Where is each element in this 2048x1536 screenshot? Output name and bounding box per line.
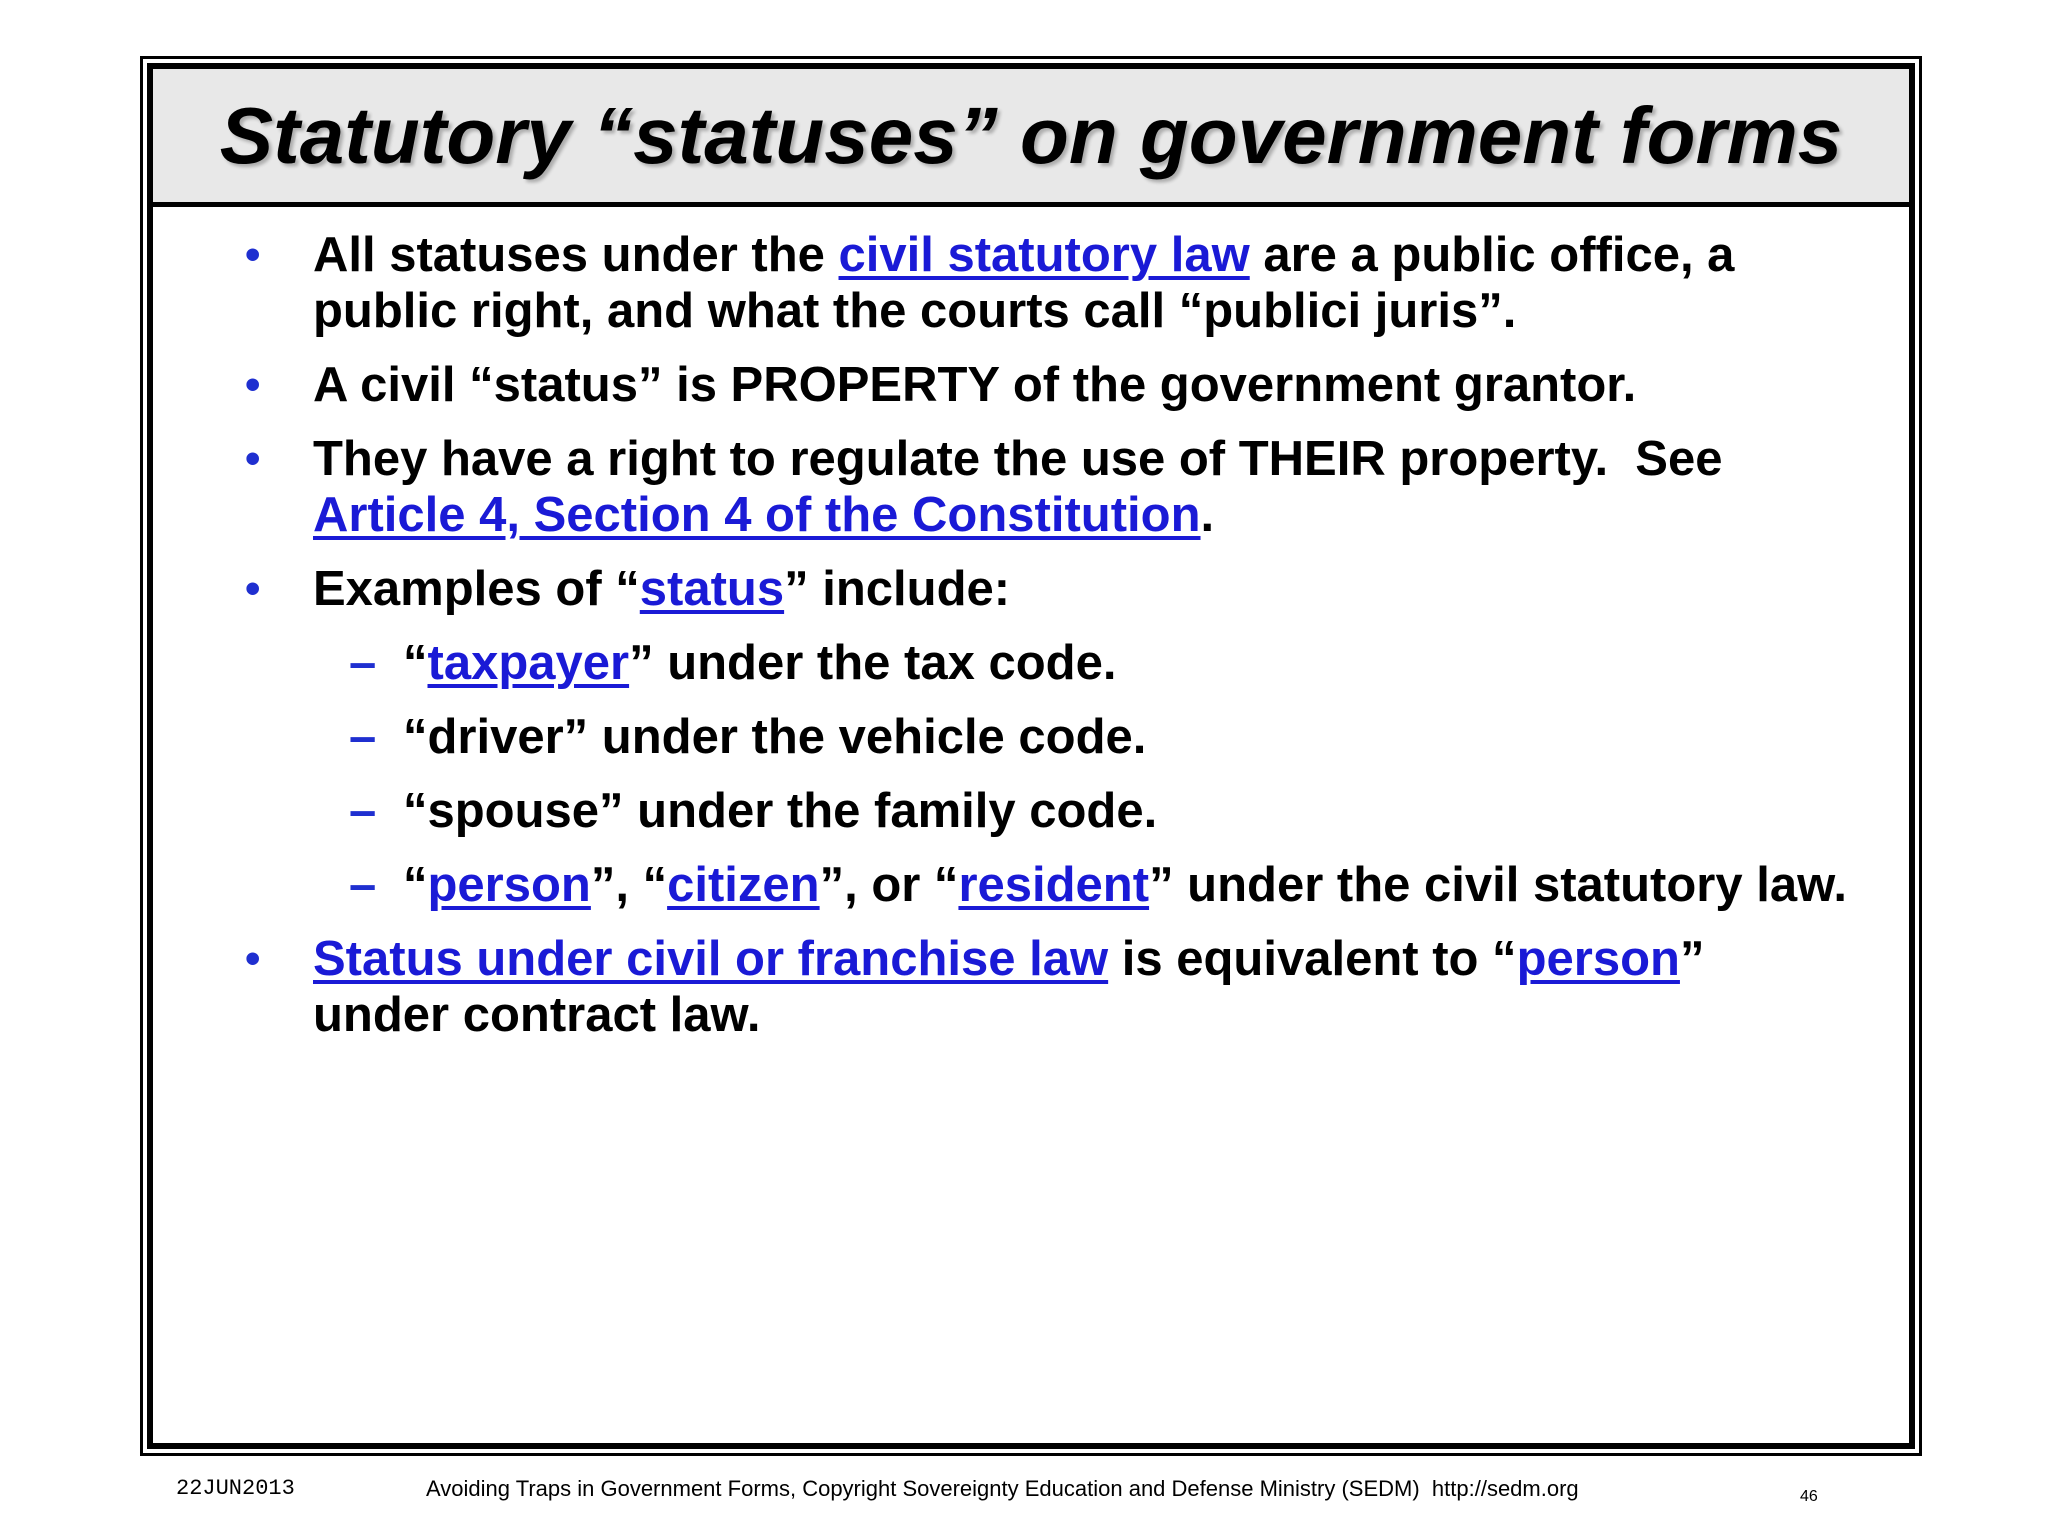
bullet-marker: • <box>245 434 261 483</box>
footer-date: 22JUN2013 <box>176 1476 295 1501</box>
bullet-text: They have a right to regulate the use of THEIR property. See <box>313 432 1723 486</box>
bullet-text: ” include: <box>784 562 1011 616</box>
slide-title: Statutory “statuses” on government forms <box>219 90 1843 180</box>
link-status[interactable]: status <box>639 562 785 616</box>
sub-bullet-list <box>313 635 1849 913</box>
sub-bullet-text: ”, or “ <box>819 858 959 912</box>
link-article-4-section-4[interactable]: Article 4, Section 4 of the Constitution <box>313 488 1201 542</box>
bullet-item <box>153 227 1849 339</box>
link-resident[interactable]: resident <box>958 858 1150 912</box>
sub-bullet-text: ”, “ <box>590 858 668 912</box>
bullet-text: . <box>1200 488 1215 542</box>
sub-bullet-text: “spouse” under the family code. <box>403 784 1158 838</box>
sub-bullet-text: “ <box>403 858 428 912</box>
bullet-item <box>153 561 1849 913</box>
footer-copyright: Avoiding Traps in Government Forms, Copyright Sovereignty Education and Defense Ministry (SEDM) http://sedm.org <box>426 1476 1579 1501</box>
sub-bullet-marker: – <box>349 858 377 912</box>
sub-bullet-marker: – <box>349 784 377 838</box>
link-person[interactable]: person <box>427 858 591 912</box>
slide-border <box>147 63 1915 1449</box>
sub-bullet-item <box>313 857 1849 913</box>
sub-bullet-text: “ <box>403 636 428 690</box>
bullet-list <box>153 227 1849 1043</box>
title-bar <box>153 69 1909 207</box>
sub-bullet-marker: – <box>349 636 377 690</box>
bullet-text: ” under contract law. <box>313 932 1705 1042</box>
link-person-contract[interactable]: person <box>1516 932 1680 986</box>
sub-bullet-item <box>313 635 1849 691</box>
sub-bullet-text: ” under the tax code. <box>629 636 1117 690</box>
slide-content <box>153 207 1909 1061</box>
sub-bullet-marker: – <box>349 710 377 764</box>
sub-bullet-text: ” under the civil statutory law. <box>1149 858 1848 912</box>
slide-frame <box>140 56 1922 1456</box>
bullet-marker: • <box>245 360 261 409</box>
bullet-text: A civil “status” is PROPERTY of the government grantor. <box>313 358 1637 412</box>
bullet-text: All statuses under the <box>313 228 839 282</box>
link-status-under-civil-or-franchise-law[interactable]: Status under civil or franchise law <box>313 932 1109 986</box>
link-civil-statutory-law[interactable]: civil statutory law <box>838 228 1250 282</box>
bullet-marker: • <box>245 564 261 613</box>
bullet-item <box>153 931 1849 1043</box>
bullet-item <box>153 357 1849 413</box>
bullet-marker: • <box>245 934 261 983</box>
bullet-marker: • <box>245 230 261 279</box>
bullet-item <box>153 431 1849 543</box>
bullet-text: is equivalent to “ <box>1108 932 1517 986</box>
link-citizen[interactable]: citizen <box>667 858 820 912</box>
sub-bullet-item <box>313 709 1849 765</box>
page-number: 46 <box>1800 1488 1818 1505</box>
sub-bullet-text: “driver” under the vehicle code. <box>403 710 1147 764</box>
link-taxpayer[interactable]: taxpayer <box>427 636 630 690</box>
bullet-text: Examples of “ <box>313 562 640 616</box>
bullet-text: are a public office, a public right, and what the courts call “publici juris”. <box>313 228 1735 338</box>
sub-bullet-item <box>313 783 1849 839</box>
